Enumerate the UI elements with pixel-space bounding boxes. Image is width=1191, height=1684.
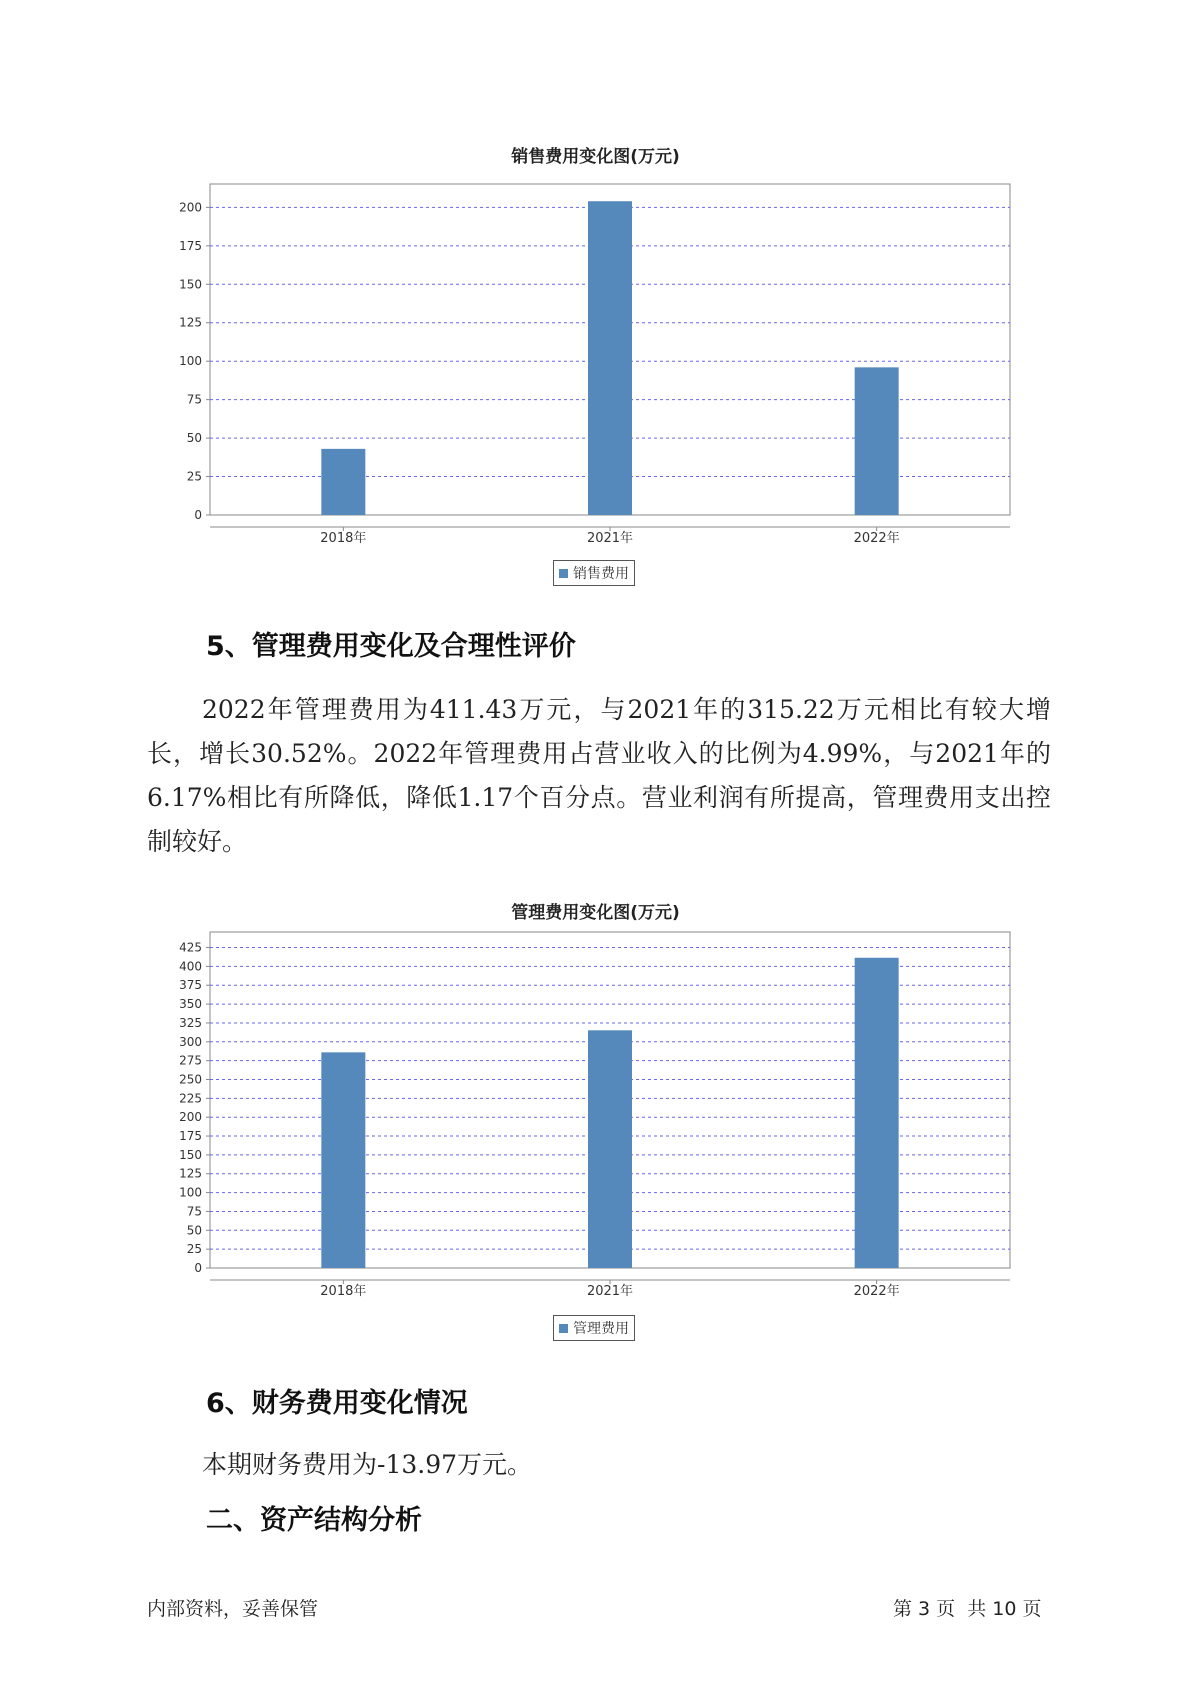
x-tick-label: 2021年 (586, 531, 634, 546)
y-tick-label: 200 (179, 200, 202, 215)
y-tick-label: 425 (179, 940, 202, 955)
bar-chart-sales (0, 170, 1191, 550)
x-tick-label: 2022年 (853, 531, 900, 546)
y-tick-label: 0 (194, 1261, 202, 1275)
bar-2018年 (321, 449, 365, 515)
y-tick-label: 125 (179, 315, 202, 330)
bar-chart-admin (0, 926, 1191, 1302)
y-tick-label: 25 (186, 1242, 202, 1257)
legend-label: 管理费用 (573, 1321, 629, 1337)
chart-legend-admin (553, 1315, 635, 1341)
section-6-heading: 6、财务费用变化情况 (206, 1388, 468, 1419)
legend-swatch (559, 569, 568, 578)
chart-title-sales: 销售费用变化图(万元) (511, 147, 680, 167)
footer-page-number: 第 3 页 共 10 页 (893, 1598, 1042, 1620)
section-5-paragraph: 2022年管理费用为411.43万元，与2021年的315.22万元相比有较大增长，增长30.52%。2022年管理费用占营业收入的比例为4.99%，与2021年的6.17%相比有所降低，降低1.17个百分点。营业利润有所提高，管理费用支出控制较好。 (147, 695, 1051, 856)
y-tick-label: 175 (179, 238, 202, 253)
y-tick-label: 375 (179, 978, 202, 993)
y-tick-label: 50 (186, 431, 202, 446)
y-tick-label: 325 (179, 1015, 202, 1030)
footer-left: 内部资料，妥善保管 (147, 1598, 319, 1620)
y-tick-label: 50 (186, 1223, 202, 1238)
y-tick-label: 125 (179, 1166, 202, 1181)
y-tick-label: 300 (179, 1034, 202, 1049)
y-tick-label: 25 (186, 469, 202, 484)
y-tick-label: 275 (179, 1053, 202, 1068)
y-tick-label: 0 (194, 508, 202, 522)
y-tick-label: 100 (179, 354, 202, 369)
y-tick-label: 150 (179, 277, 202, 292)
x-tick-label: 2018年 (320, 1284, 367, 1299)
y-tick-label: 75 (186, 1204, 202, 1219)
legend-label: 销售费用 (573, 566, 629, 582)
bar-2022年 (855, 367, 899, 515)
bar-2021年 (588, 1030, 632, 1268)
chart-title-admin: 管理费用变化图(万元) (511, 903, 680, 923)
x-tick-label: 2021年 (586, 1284, 634, 1299)
y-tick-label: 400 (179, 959, 202, 974)
y-tick-label: 350 (179, 997, 202, 1012)
y-tick-label: 75 (186, 392, 202, 407)
y-tick-label: 100 (179, 1185, 202, 1200)
y-tick-label: 175 (179, 1129, 202, 1144)
bar-2018年 (321, 1052, 365, 1268)
x-tick-label: 2022年 (853, 1284, 900, 1299)
x-tick-label: 2018年 (320, 531, 367, 546)
legend-swatch (559, 1324, 568, 1333)
y-tick-label: 250 (179, 1072, 202, 1087)
chart-legend-sales (553, 560, 635, 586)
y-tick-label: 200 (179, 1110, 202, 1125)
bar-2022年 (855, 958, 899, 1268)
y-tick-label: 150 (179, 1147, 202, 1162)
bar-2021年 (588, 201, 632, 515)
section-two-heading: 二、资产结构分析 (206, 1505, 422, 1536)
section-6-paragraph: 本期财务费用为-13.97万元。 (202, 1450, 533, 1479)
section-5-heading: 5、管理费用变化及合理性评价 (206, 631, 576, 662)
y-tick-label: 225 (179, 1091, 202, 1106)
